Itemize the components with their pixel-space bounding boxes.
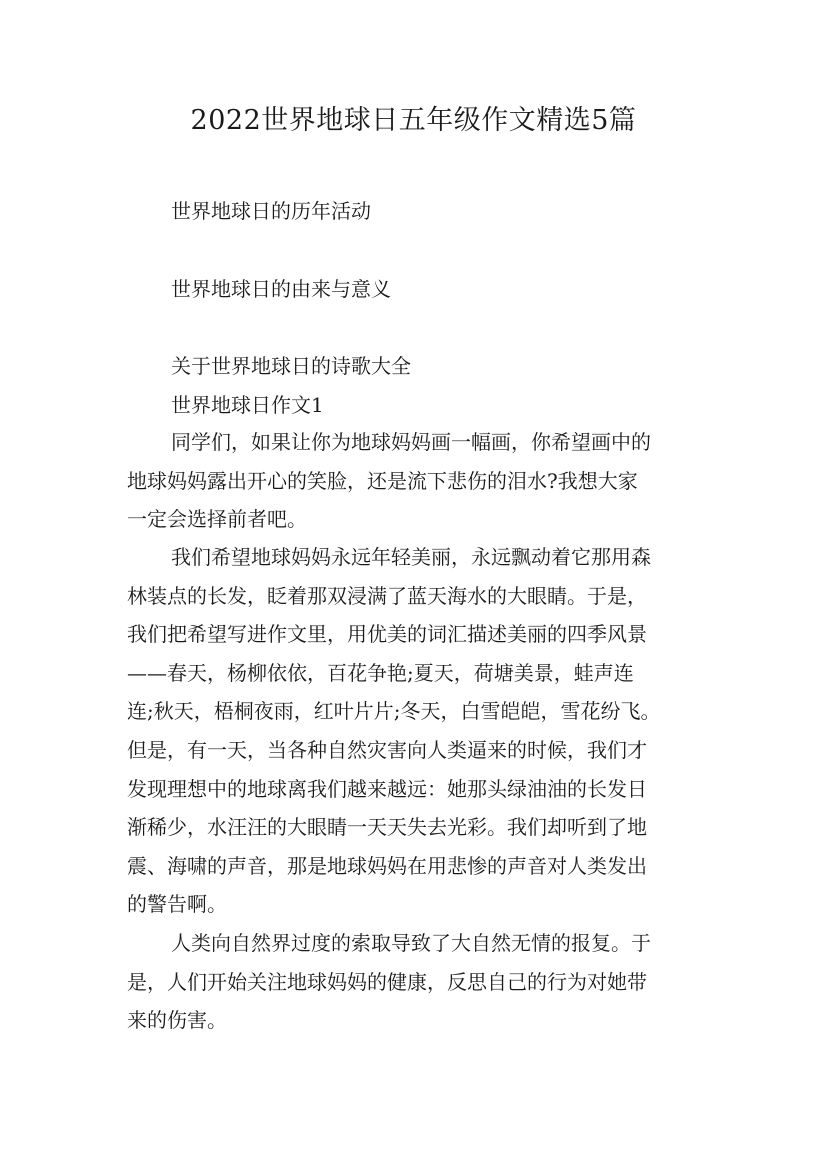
paragraph-line: 我们希望地球妈妈永远年轻美丽，永远飘动着它那用森 bbox=[171, 545, 651, 569]
paragraph-line: 来的伤害。 bbox=[127, 1008, 227, 1033]
paragraph-1 bbox=[127, 423, 707, 539]
paragraph-line: 一定会选择前者吧。 bbox=[127, 507, 307, 532]
paragraph-line: 但是，有一天，当各种自然灾害向人类逼来的时候，我们才 bbox=[127, 737, 647, 762]
paragraph-2 bbox=[127, 538, 707, 924]
paragraph-line: 的警告啊。 bbox=[127, 892, 227, 917]
paragraph-line: 渐稀少，水汪汪的大眼睛一天天失去光彩。我们却听到了地 bbox=[127, 815, 647, 840]
paragraph-line: 同学们，如果让你为地球妈妈画一幅画，你希望画中的 bbox=[171, 430, 651, 454]
paragraph-line: 震、海啸的声音，那是地球妈妈在用悲惨的声音对人类发出 bbox=[127, 853, 647, 878]
paragraph-line: 发现理想中的地球离我们越来越远：她那头绿油油的长发日 bbox=[127, 776, 647, 801]
related-link-origin[interactable]: 世界地球日的由来与意义 bbox=[171, 277, 391, 301]
paragraph-line: ——春天，杨柳依依，百花争艳;夏天，荷塘美景，蛙声连 bbox=[127, 660, 634, 685]
paragraph-line: 我们把希望写进作文里，用优美的词汇描述美丽的四季风景 bbox=[127, 622, 647, 647]
paragraph-3 bbox=[127, 924, 707, 1040]
related-link-poems[interactable]: 关于世界地球日的诗歌大全 bbox=[171, 354, 411, 378]
document-title: 2022世界地球日五年级作文精选5篇 bbox=[190, 105, 637, 136]
paragraph-line: 地球妈妈露出开心的笑脸，还是流下悲伤的泪水?我想大家 bbox=[127, 468, 638, 493]
paragraph-line: 人类向自然界过度的索取导致了大自然无情的报复。于 bbox=[171, 931, 651, 955]
paragraph-line: 林装点的长发，眨着那双浸满了蓝天海水的大眼睛。于是， bbox=[127, 583, 647, 608]
essay-heading: 世界地球日作文1 bbox=[171, 393, 324, 417]
paragraph-line: 是，人们开始关注地球妈妈的健康，反思自己的行为对她带 bbox=[127, 969, 647, 994]
paragraph-line: 连;秋天，梧桐夜雨，红叶片片;冬天，白雪皑皑，雪花纷飞。 bbox=[127, 699, 661, 724]
related-link-history[interactable]: 世界地球日的历年活动 bbox=[171, 199, 371, 223]
